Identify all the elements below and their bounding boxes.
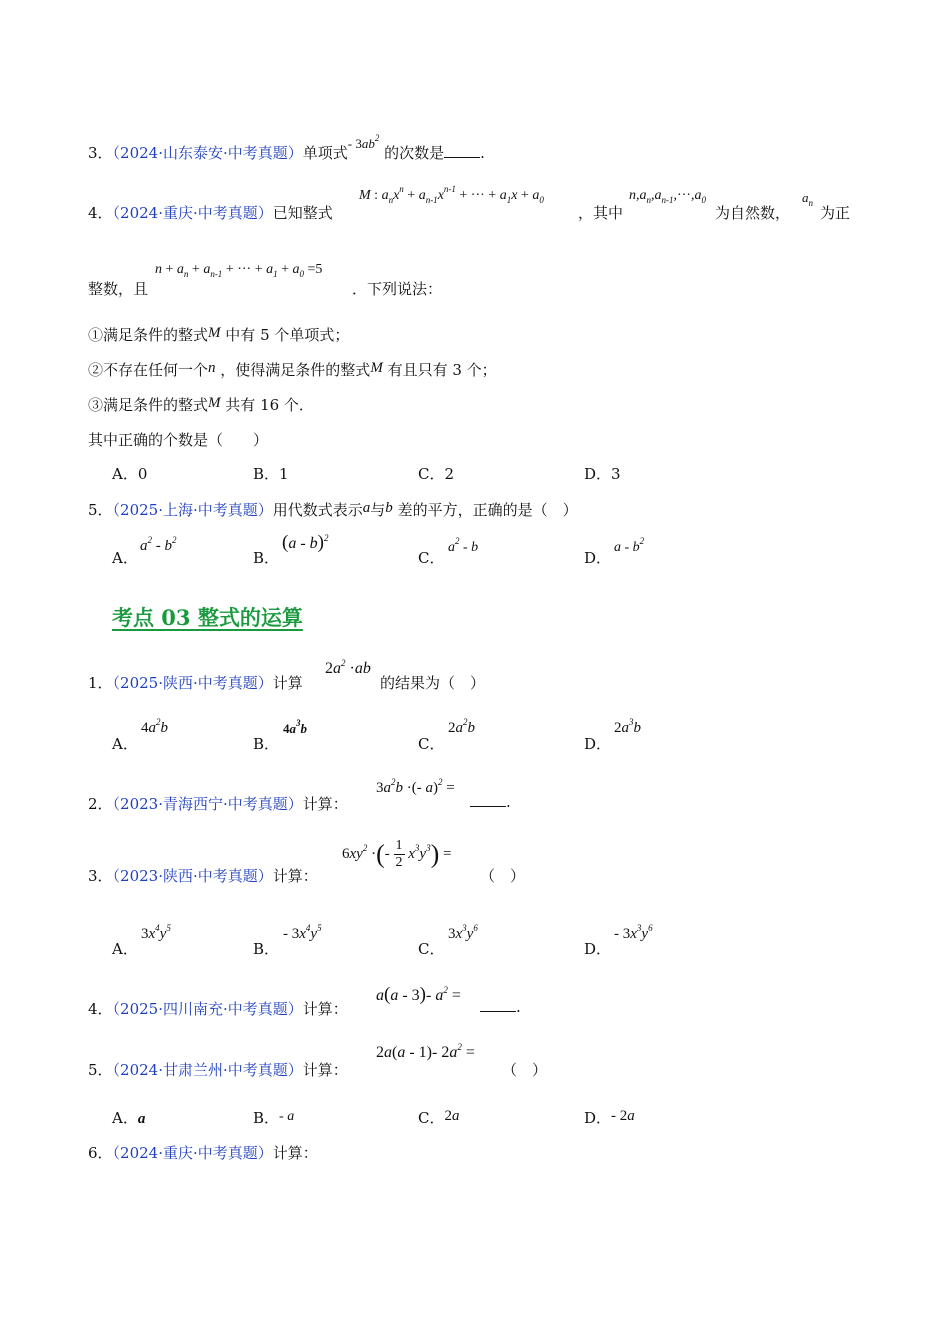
formula: $3a^2b$ ·(- a)$^2$ =: [376, 777, 455, 796]
option-d[interactable]: D．: [584, 735, 612, 753]
formula: $2a^2 \cdot ab$: [325, 658, 371, 677]
question-3-top: 3．（2024·山东泰安·中考真题）单项式- $3ab^2$ 的次数是 .: [88, 133, 485, 162]
formula: - $3ab^2$: [347, 133, 380, 151]
source-tag: （2025·陕西·中考真题）: [112, 674, 273, 692]
formula: $a^2$ - b: [448, 536, 479, 555]
option-b[interactable]: B．- a: [253, 1109, 295, 1127]
source-tag: （2023·青海西宁·中考真题）: [112, 795, 303, 813]
question-4-top: 4．（2024·重庆·中考真题）已知整式: [88, 204, 333, 222]
question-b2: 2．（2023·青海西宁·中考真题）计算：: [88, 795, 348, 813]
option-c[interactable]: C．2: [418, 465, 455, 483]
option-a[interactable]: A．a: [112, 1109, 146, 1127]
option-a[interactable]: A．: [112, 549, 138, 567]
section-heading: 考点 03 整式的运算: [112, 605, 303, 630]
formula: $3x^3y^6$: [448, 923, 478, 942]
option-c[interactable]: C．: [418, 940, 445, 958]
formula: (a - b)$^2$: [282, 532, 329, 553]
question-b6: 6．（2024·重庆·中考真题）计算：: [88, 1144, 318, 1162]
option-c[interactable]: C．2a: [418, 1108, 460, 1127]
question-b1: 1．（2025·陕西·中考真题）计算: [88, 674, 303, 692]
formula-sum-condition: $n + a_n + a_{n-1}$ + ··· + $a_1 + a_0 =5$: [155, 262, 323, 279]
formula-an: $a_n$: [802, 190, 813, 208]
question-5-top: 5．（2025·上海·中考真题）用代数式表示a与b 差的平方，正确的是（ ）: [88, 500, 578, 519]
option-c[interactable]: C．: [418, 549, 445, 567]
source-tag: （2023·陕西·中考真题）: [112, 867, 273, 885]
formula: $a^2 - b^2$: [140, 535, 177, 554]
formula: a - $b^2$: [614, 536, 645, 555]
answer-blank[interactable]: [480, 998, 516, 1012]
formula: $2a^3b$: [614, 717, 641, 736]
formula: 2a(a - 1)- $2a^2$ =: [376, 1042, 475, 1061]
option-b[interactable]: B．: [253, 940, 280, 958]
option-b[interactable]: B．: [253, 735, 280, 753]
option-b[interactable]: B．1: [253, 465, 289, 483]
formula: - $3x^3y^6$: [614, 923, 653, 942]
answer-blank[interactable]: [470, 793, 506, 807]
formula: $4a^2b$: [141, 717, 168, 736]
formula-coefficients: $n,a_n,a_{n-1},\cdot\cdot\cdot,a_0$: [629, 188, 706, 205]
option-a[interactable]: A．: [112, 735, 138, 753]
formula: $3x^4y^5$: [141, 923, 171, 942]
question-b3: 3．（2023·陕西·中考真题）计算：: [88, 867, 318, 885]
formula: $4a^3b$: [283, 718, 307, 736]
source-tag: （2024·山东泰安·中考真题）: [112, 144, 303, 162]
option-d[interactable]: D．: [584, 549, 612, 567]
option-b[interactable]: B．: [253, 549, 280, 567]
statement-2: ②不存在任何一个n ，使得满足条件的整式M 有且只有 3 个；: [88, 360, 497, 379]
option-d[interactable]: D．3: [584, 465, 621, 483]
formula: a(a - 3)- $a^2$ =: [376, 984, 461, 1005]
option-c[interactable]: C．: [418, 735, 445, 753]
formula: $6xy^2$ ·(- $\frac{1}{2}$ $x^3y^3$) =: [342, 838, 452, 870]
source-tag: （2024·重庆·中考真题）: [112, 1144, 273, 1162]
source-tag: （2024·重庆·中考真题）: [112, 204, 273, 222]
statement-3: ③满足条件的整式M 共有 16 个．: [88, 395, 314, 414]
formula-polynomial-M: M : $a_nx^n + a_{n-1}x^{n-1}$ + ··· + $a_1x + a_0$: [359, 184, 544, 205]
statement-1: ①满足条件的整式M 中有 5 个单项式；: [88, 325, 350, 344]
formula: $2a^2b$: [448, 717, 475, 736]
source-tag: （2025·四川南充·中考真题）: [112, 1000, 303, 1018]
source-tag: （2025·上海·中考真题）: [112, 501, 273, 519]
answer-blank[interactable]: [444, 144, 480, 158]
option-a[interactable]: A．: [112, 940, 138, 958]
formula: - $3x^4y^5$: [283, 923, 322, 942]
question-b5: 5．（2024·甘肃兰州·中考真题）计算：: [88, 1061, 348, 1079]
question-b4: 4．（2025·四川南充·中考真题）计算：: [88, 1000, 348, 1018]
option-d[interactable]: D．- 2a: [584, 1108, 635, 1127]
option-a[interactable]: A．0: [112, 465, 148, 483]
source-tag: （2024·甘肃兰州·中考真题）: [112, 1061, 303, 1079]
option-d[interactable]: D．: [584, 940, 612, 958]
